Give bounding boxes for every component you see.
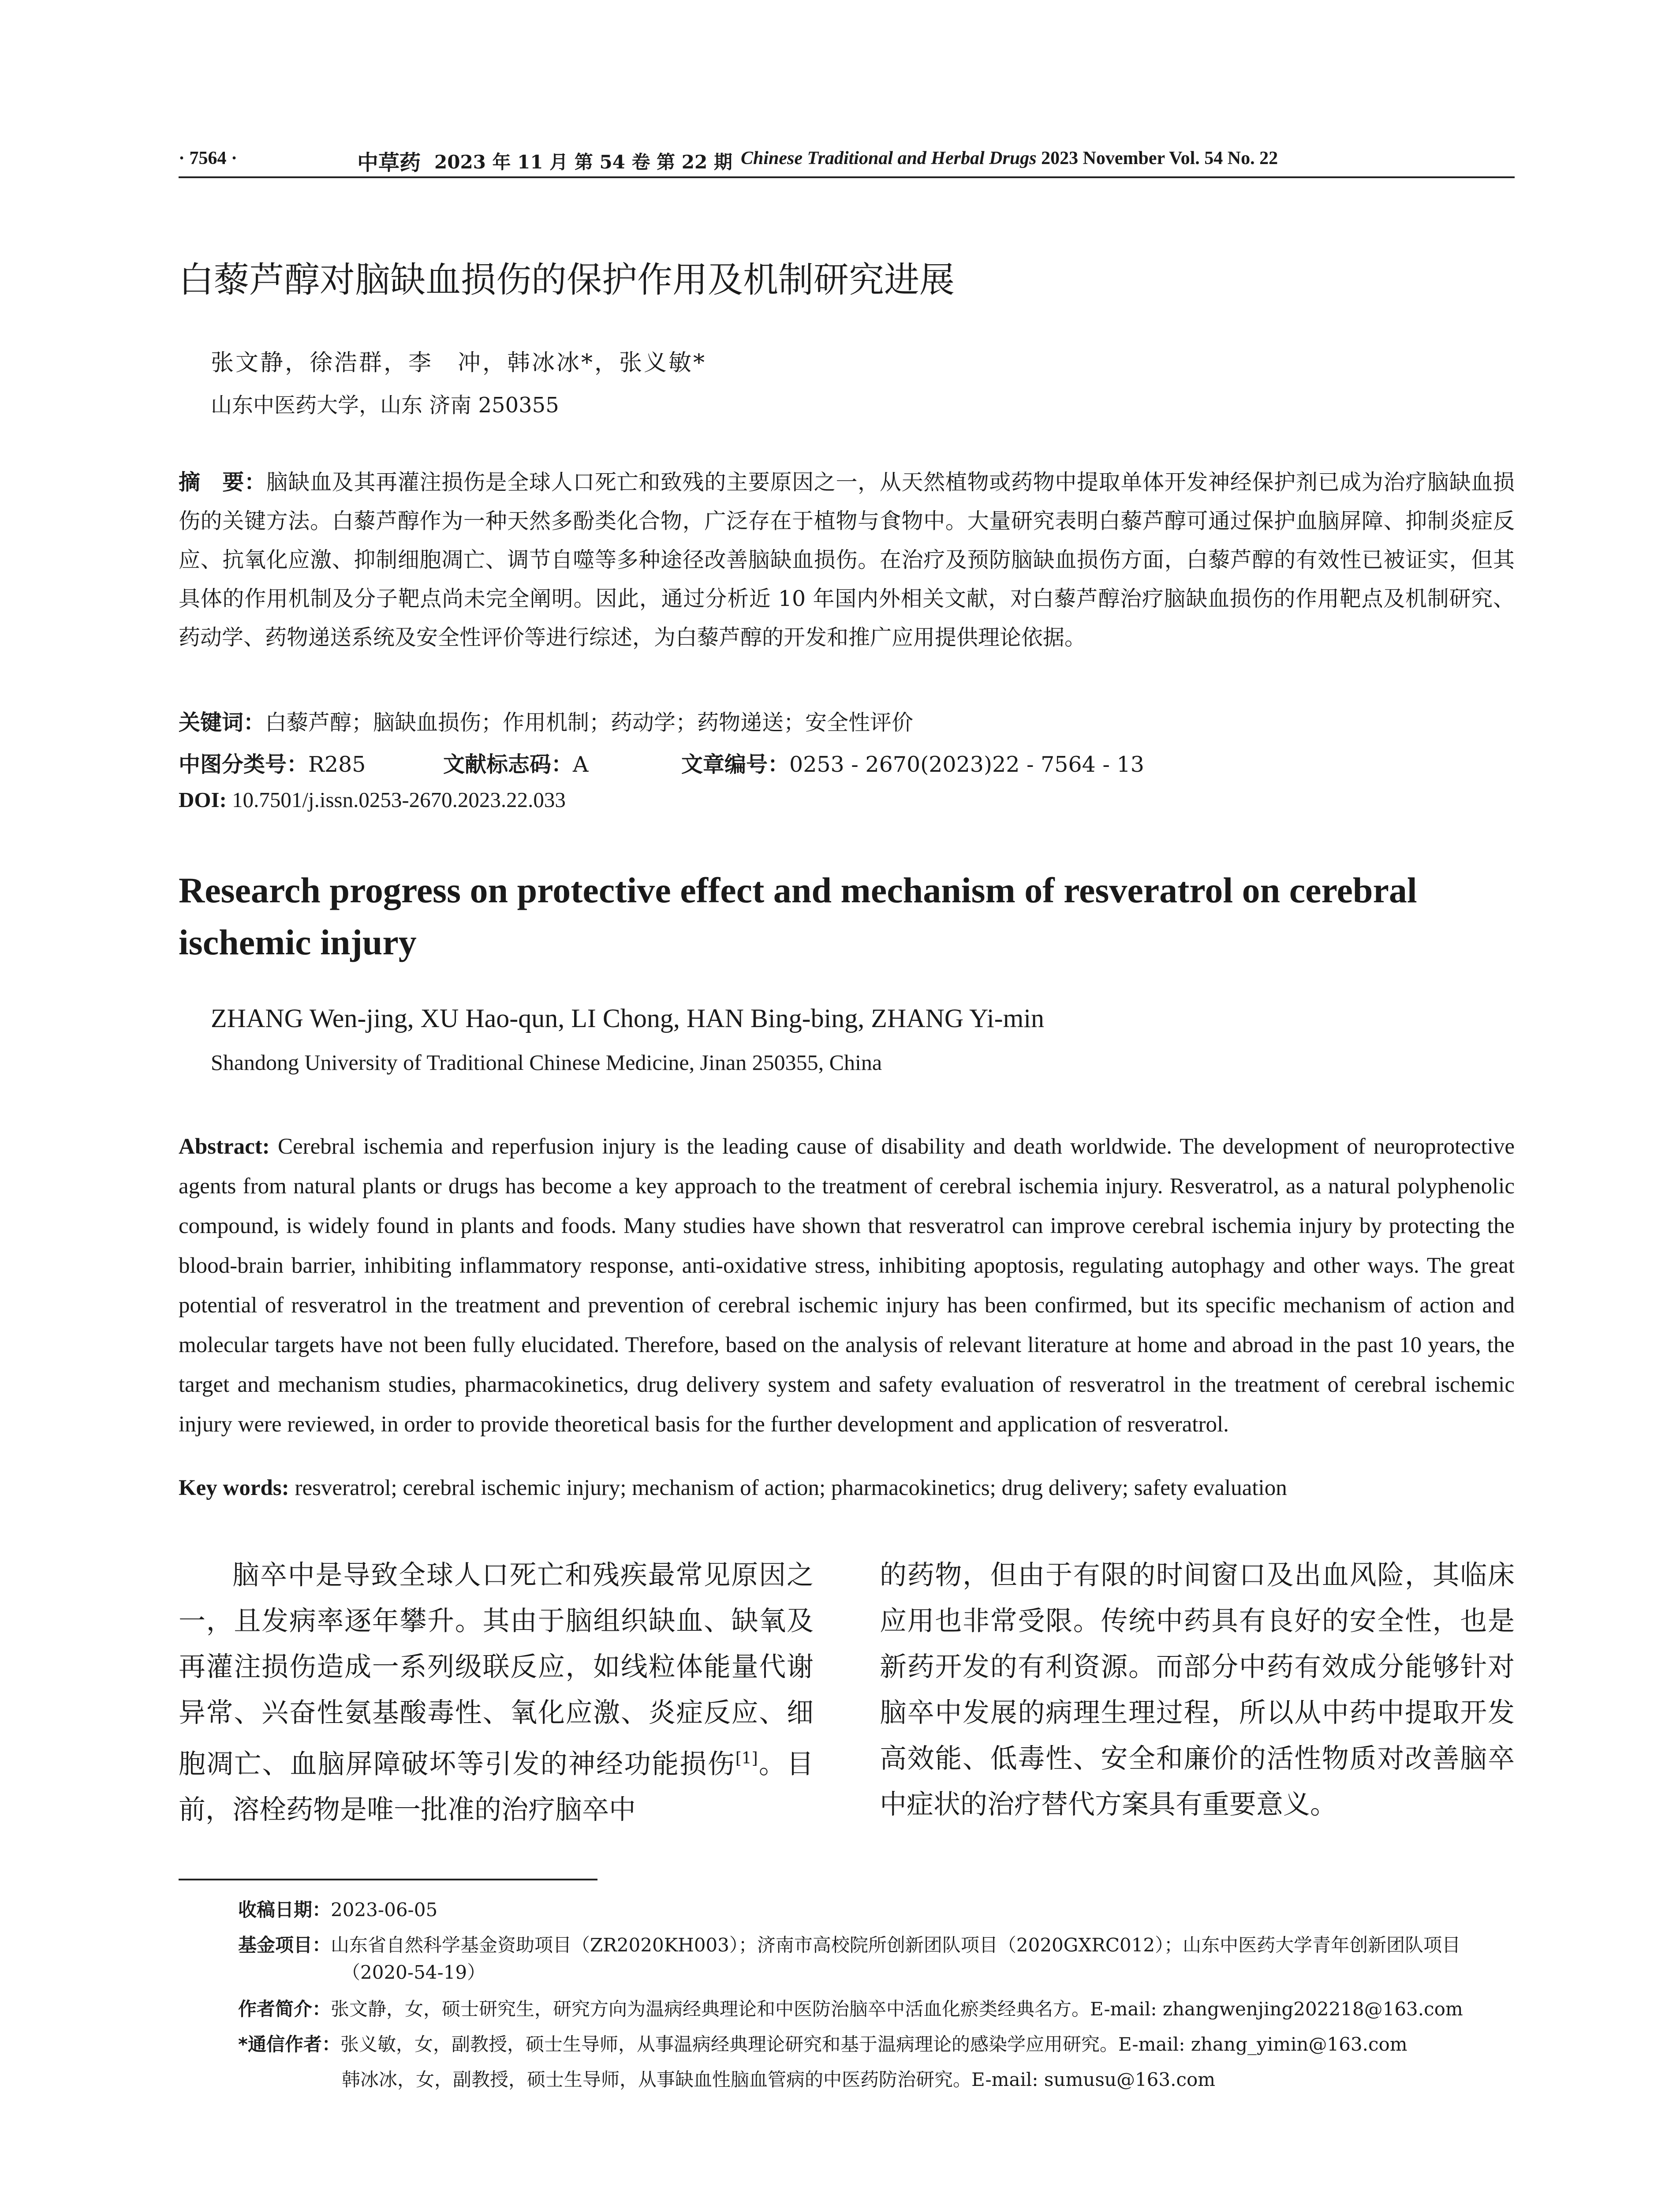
footnote-rule bbox=[179, 1879, 597, 1880]
header-rule bbox=[179, 176, 1515, 178]
clc-item bbox=[179, 747, 443, 778]
issue-info-en: 2023 November Vol. 54 No. 22 bbox=[1041, 148, 1278, 168]
affiliation-en: Shandong University of Traditional Chinese Medicine, Jinan 250355, China bbox=[211, 1050, 882, 1075]
body-right-text: 的药物，但由于有限的时间窗口及出血风险，其临床应用也非常受限。传统中药具有良好的安全性，也是新药开发的有利资源。而部分中药有效成分能够针对脑卒中发展的病理生理过程，所以从中药中提取开发高效能、低毒性、安全和廉价的活性物质对改善脑卒中症状的治疗替代方案具有重要意义。 bbox=[880, 1559, 1515, 1820]
keywords-cn-label: 关键词： bbox=[179, 710, 265, 735]
doi-label: DOI: bbox=[179, 788, 227, 812]
footnote-correspondence bbox=[238, 2031, 1517, 2058]
article-title-cn: 白藜芦醇对脑缺血损伤的保护作用及机制研究进展 bbox=[179, 259, 955, 300]
author-bio-value: 张文静，女，硕士研究生，研究方向为温病经典理论和中医防治脑卒中活血化瘀类经典名方。E-mail: zhangwenjing202218@163.com bbox=[331, 1998, 1463, 2020]
footnote-received bbox=[238, 1896, 1517, 1924]
journal-info-en bbox=[741, 148, 1278, 169]
abstract-cn-text: 脑缺血及其再灌注损伤是全球人口死亡和致残的主要原因之一，从天然植物或药物中提取单体开发神经保护剂已成为治疗脑缺血损伤的关键方法。白藜芦醇作为一种天然多酚类化合物，广泛存在于植物与食物中。大量研究表明白藜芦醇可通过保护血脑屏障、抑制炎症反应、抗氧化应激、抑制细胞凋亡、调节自噬等多种途径改善脑缺血损伤。在治疗及预防脑缺血损伤方面，白藜芦醇的有效性已被证实，但其具体的作用机制及分子靶点尚未完全阐明。因此，通过分析近 10 年国内外相关文献，对白藜芦醇治疗脑缺血损伤的作用靶点及机制研究、药动学、药物递送系统及安全性评价等进行综述，为白藜芦醇的开发和推广应用提供理论依据。 bbox=[179, 470, 1515, 650]
abstract-en-text: Cerebral ischemia and reperfusion injury is the leading cause of disability and death worldwide. The development of neuroprotective agents from natural plants or drugs has become a key approach to the treatment of cerebral ischemia injury. Resveratrol, as a natural polyphenolic compound, is widely found in plants and foods. Many studies have shown that resveratrol can improve cerebral ischemia injury by protecting the blood-brain barrier, inhibiting inflammatory response, anti-oxidative stress, inhibiting apoptosis, regulating autophagy and other ways. The great potential of resveratrol in the treatment and prevention of cerebral ischemic injury has been confirmed, but its specific mechanism of action and molecular targets have not been fully elucidated. Therefore, based on the analysis of relevant literature at home and abroad in the past 10 years, the target and mechanism studies, pharmacokinetics, drug delivery system and safety evaluation of resveratrol in the treatment of cerebral ischemic injury were reviewed, in order to provide theoretical basis for the further development and application of resveratrol. bbox=[179, 1134, 1515, 1437]
fund-label: 基金项目： bbox=[238, 1934, 331, 1956]
classification-row bbox=[179, 747, 1515, 778]
page-number: · 7564 · bbox=[179, 148, 238, 168]
abstract-cn bbox=[179, 463, 1515, 657]
citation-ref[interactable]: [1] bbox=[735, 1749, 758, 1768]
article-number-item bbox=[681, 747, 1144, 778]
abstract-cn-label: 摘 要： bbox=[179, 470, 266, 495]
keywords-cn bbox=[179, 706, 913, 736]
clc-label: 中图分类号： bbox=[179, 752, 309, 777]
correspondence-value-2: 韩冰冰，女，副教授，硕士生导师，从事缺血性脑血管病的中医药防治研究。E-mail: sumusu@163.com bbox=[342, 2069, 1216, 2090]
keywords-en-text: resveratrol; cerebral ischemic injury; mechanism of action; pharmacokinetics; drug delivery; safety evaluation bbox=[295, 1476, 1287, 1500]
journal-name-cn: 中草药 bbox=[357, 150, 421, 175]
doc-code-item bbox=[443, 747, 681, 778]
article-title-en: Research progress on protective effect and mechanism of resveratrol on cerebral ischemic injury bbox=[179, 870, 1417, 962]
correspondence-label: *通信作者： bbox=[238, 2033, 340, 2055]
footnote-author bbox=[238, 1996, 1517, 2023]
correspondence-value-1: 张义敏，女，副教授，硕士生导师，从事温病经典理论研究和基于温病理论的感染学应用研究。E-mail: zhang_yimin@163.com bbox=[340, 2033, 1407, 2055]
body-column-left bbox=[179, 1552, 814, 1833]
footnote-correspondence-2 bbox=[238, 2066, 1620, 2093]
issue-info-cn: 2023 年 11 月 第 54 卷 第 22 期 bbox=[434, 151, 732, 173]
article-number-label: 文章编号： bbox=[681, 752, 790, 777]
body-left-text: 脑卒中是导致全球人口死亡和残疾最常见原因之一，且发病率逐年攀升。其由于脑组织缺血、缺氧及再灌注损伤造成一系列级联反应，如线粒体能量代谢异常、兴奋性氨基酸毒性、氧化应激、炎症反应、细胞凋亡、血脑屏障破坏等引发的神经功能损伤 bbox=[179, 1559, 814, 1780]
keywords-en bbox=[179, 1475, 1515, 1501]
received-value: 2023-06-05 bbox=[331, 1899, 438, 1921]
fund-value: 山东省自然科学基金资助项目（ZR2020KH003）；济南市高校院所创新团队项目（2020GXRC012）；山东中医药大学青年创新团队项目（2020-54-19） bbox=[331, 1934, 1461, 1983]
abstract-en bbox=[179, 1127, 1515, 1444]
affiliation-cn: 山东中医药大学，山东 济南 250355 bbox=[211, 393, 559, 418]
footnote-fund bbox=[238, 1932, 1517, 1986]
article-number-value: 0253 - 2670(2023)22 - 7564 - 13 bbox=[789, 752, 1144, 777]
authors-cn: 张文静，徐浩群，李 冲，韩冰冰*，张义敏* bbox=[211, 350, 707, 376]
clc-value: R285 bbox=[308, 752, 366, 777]
journal-name-en: Chinese Traditional and Herbal Drugs bbox=[741, 148, 1037, 168]
abstract-en-label: Abstract: bbox=[179, 1134, 270, 1159]
doi-value[interactable]: 10.7501/j.issn.0253-2670.2023.22.033 bbox=[232, 788, 566, 812]
received-label: 收稿日期： bbox=[238, 1899, 331, 1921]
doc-code-label: 文献标志码： bbox=[443, 752, 573, 777]
keywords-cn-text: 白藜芦醇；脑缺血损伤；作用机制；药动学；药物递送；安全性评价 bbox=[265, 710, 914, 735]
body-column-right bbox=[880, 1552, 1515, 1828]
authors-en: ZHANG Wen-jing, XU Hao-qun, LI Chong, HAN Bing-bing, ZHANG Yi-min bbox=[211, 1004, 1044, 1033]
doc-code-value: A bbox=[573, 752, 589, 777]
body-left-text-2: 。目前，溶栓药物是唯一批准的治疗脑卒中 bbox=[179, 1748, 814, 1826]
doi bbox=[179, 787, 566, 812]
author-bio-label: 作者简介： bbox=[238, 1998, 331, 2020]
keywords-en-label: Key words: bbox=[179, 1476, 289, 1500]
